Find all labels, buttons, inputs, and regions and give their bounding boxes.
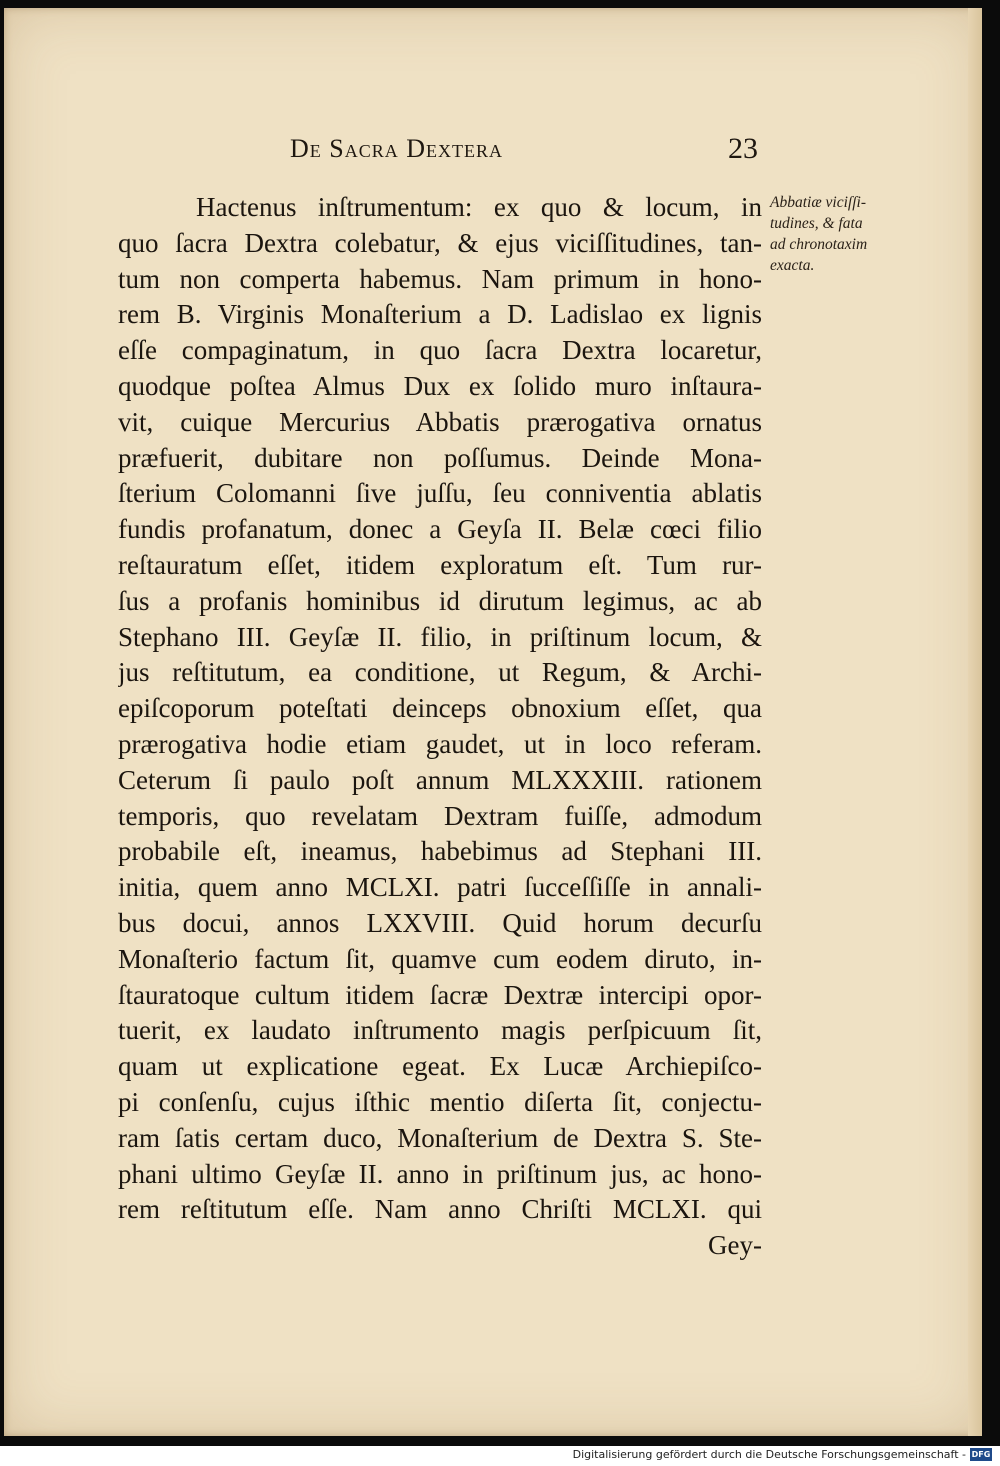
body-line: ſtauratoque cultum itidem ſacræ Dextræ intercipi opor-	[118, 979, 762, 1010]
marginal-note-line: exacta.	[770, 257, 815, 274]
body-line: probabile eſt, ineamus, habebimus ad Stephani III.	[118, 836, 762, 867]
marginal-note-line: ad chronotaxim	[770, 236, 868, 253]
footer-credit: Digitalisierung gefördert durch die Deutsche Forschungsgemeinschaft -	[572, 1448, 966, 1461]
body-line: ram ſatis certam duco, Monaſterium de Dextra S. Ste-	[118, 1122, 762, 1153]
page-edge	[968, 8, 982, 1436]
body-line: quo ſacra Dextra colebatur, & ejus viciſſitudines, tan-	[118, 227, 762, 258]
body-line: Hactenus inſtrumentum: ex quo & locum, in	[196, 192, 762, 222]
marginal-note	[770, 192, 910, 276]
body-line: præfuerit, dubitare non poſſumus. Deinde Mona-	[118, 442, 762, 473]
body-line: quam ut explicatione egeat. Ex Lucæ Archiepiſco-	[118, 1051, 762, 1082]
body-line: ſterium Colomanni ſive juſſu, ſeu conniventia ablatis	[118, 478, 762, 509]
body-line: quodque poſtea Almus Dux ex ſolido muro inſtaura-	[118, 370, 762, 401]
body-line: bus docui, annos LXXVIII. Quid horum decurſu	[118, 907, 762, 938]
body-text	[118, 190, 762, 1264]
body-line: vit, cuique Mercurius Abbatis prærogativa ornatus	[118, 406, 762, 437]
body-line: temporis, quo revelatam Dextram fuiſſe, admodum	[118, 800, 762, 831]
body-line: eſſe compaginatum, in quo ſacra Dextra locaretur,	[118, 335, 762, 366]
body-line: rem reſtitutum eſſe. Nam anno Chriſti MCLXI. qui	[118, 1194, 762, 1225]
body-line: jus reſtitutum, ea conditione, ut Regum, & Archi-	[118, 657, 762, 688]
body-line: pi conſenſu, cujus iſthic mentio diſerta ſit, conjectu-	[118, 1086, 762, 1117]
running-head	[280, 134, 760, 164]
catchword: Gey-	[708, 1230, 762, 1261]
marginal-note-line: Abbatiæ viciſſi-	[770, 194, 866, 211]
running-title: De Sacra Dextera	[290, 134, 504, 163]
body-line: phani ultimo Geyſæ II. anno in priſtinum jus, ac hono-	[118, 1158, 762, 1189]
marginal-note-line: tudines, & fata	[770, 215, 863, 232]
dfg-logo: DFG	[971, 1450, 991, 1459]
body-line: Monaſterio factum ſit, quamve cum eodem diruto, in-	[118, 943, 762, 974]
body-line: Ceterum ſi paulo poſt annum MLXXXIII. rationem	[118, 764, 762, 795]
body-line: tuerit, ex laudato inſtrumento magis perſpicuum ſit,	[118, 1015, 762, 1046]
body-line: initia, quem anno MCLXI. patri ſucceſſiſſe in annali-	[118, 872, 762, 903]
body-line: Stephano III. Geyſæ II. filio, in priſtinum locum, &	[118, 621, 762, 652]
body-line: fundis profanatum, donec a Geyſa II. Belæ cœci filio	[118, 514, 762, 545]
body-line: tum non comperta habemus. Nam primum in hono-	[118, 263, 762, 294]
body-line: prærogativa hodie etiam gaudet, ut in loco referam.	[118, 728, 762, 759]
body-line: reſtauratum eſſet, itidem exploratum eſt. Tum rur-	[118, 549, 762, 580]
page-number: 23	[728, 132, 758, 165]
body-line: ſus a profanis hominibus id dirutum legimus, ac ab	[118, 585, 762, 616]
body-line: epiſcoporum poteſtati deinceps obnoxium eſſet, qua	[118, 693, 762, 724]
body-line: rem B. Virginis Monaſterium a D. Ladislao ex lignis	[118, 299, 762, 330]
